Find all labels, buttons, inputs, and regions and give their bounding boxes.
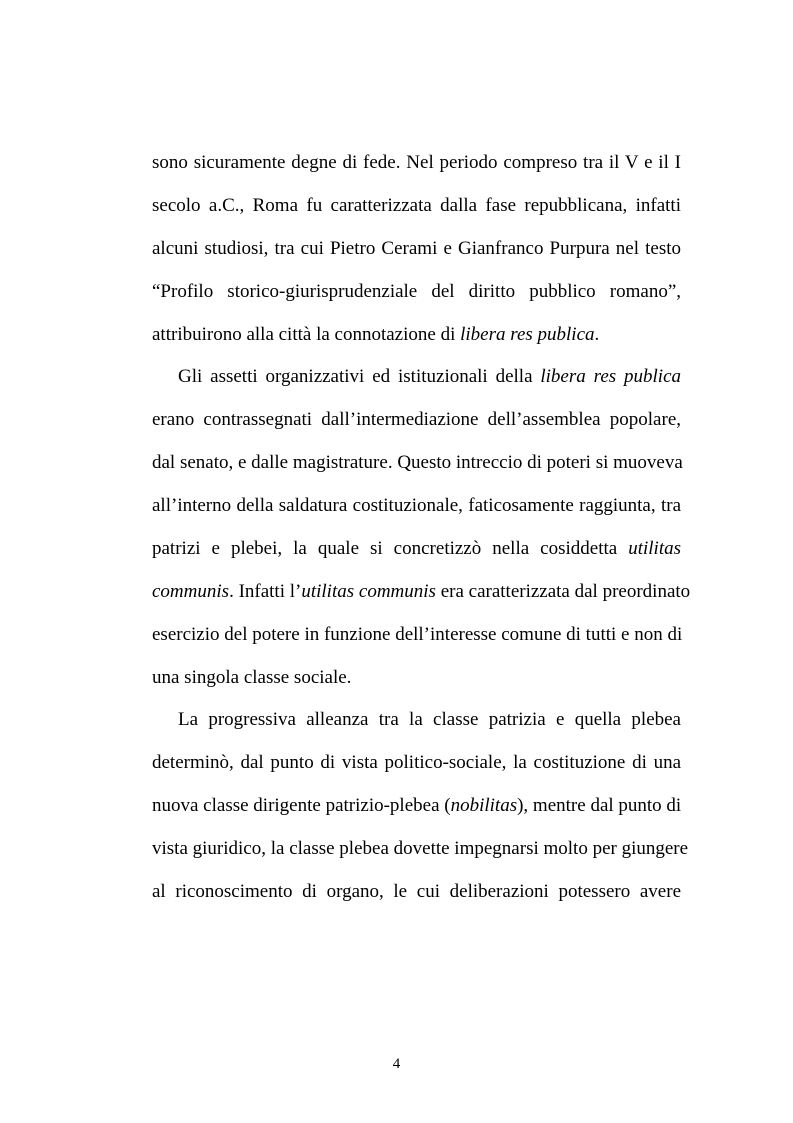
italic-text: utilitas communis xyxy=(301,581,436,602)
text-line xyxy=(152,750,681,793)
text-line xyxy=(152,836,689,879)
text-line xyxy=(152,579,691,622)
italic-text: utilitas xyxy=(628,538,681,559)
text-line xyxy=(152,450,681,493)
text-segment: attribuirono alla città la connotazione di xyxy=(152,324,461,345)
text-line xyxy=(152,364,681,407)
text-segment: una singola classe sociale. xyxy=(152,667,352,688)
text-line xyxy=(152,536,681,579)
text-segment: ), mentre dal punto di xyxy=(517,795,682,816)
text-segment: all’interno della saldatura costituzionale, faticosamente raggiunta, tra xyxy=(152,495,681,516)
text-segment: Gli assetti organizzativi ed istituzionali della xyxy=(178,366,541,387)
text-line xyxy=(152,493,681,536)
text-segment: La progressiva alleanza tra la classe patrizia e quella plebea xyxy=(178,709,681,730)
text-segment: al riconoscimento di organo, le cui deliberazioni potessero avere xyxy=(152,881,681,902)
text-segment: patrizi e plebei, la quale si concretizzò nella cosiddetta xyxy=(152,538,629,559)
text-segment: vista giuridico, la classe plebea dovette impegnarsi molto per giungere xyxy=(152,838,689,859)
text-segment: determinò, dal punto di vista politico-sociale, la costituzione di una xyxy=(152,752,681,773)
text-line xyxy=(152,622,681,665)
text-segment: . xyxy=(594,324,600,345)
text-segment: alcuni studiosi, tra cui Pietro Cerami e Gianfranco Purpura nel testo xyxy=(152,238,681,259)
text-segment: “Profilo storico-giurisprudenziale del diritto pubblico romano”, xyxy=(152,281,681,302)
text-line xyxy=(152,665,681,707)
italic-text: libera res publica xyxy=(460,324,595,345)
italic-text: communis xyxy=(152,581,230,602)
text-segment: sono sicuramente degne di fede. Nel periodo compreso tra il V e il I xyxy=(152,152,681,173)
page-number: 4 xyxy=(392,1056,401,1072)
text-line xyxy=(152,279,681,322)
text-segment: secolo a.C., Roma fu caratterizzata dalla fase repubblicana, infatti xyxy=(152,195,681,216)
text-line xyxy=(152,793,681,836)
text-line xyxy=(152,407,681,450)
text-segment: erano contrassegnati dall’intermediazione dell’assemblea popolare, xyxy=(152,409,681,430)
text-segment: era caratterizzata dal preordinato xyxy=(435,581,691,602)
text-segment: dal senato, e dalle magistrature. Questo intreccio di poteri si muoveva xyxy=(152,452,683,473)
text-segment: nuova classe dirigente patrizio-plebea ( xyxy=(152,795,451,816)
text-line xyxy=(152,322,681,364)
body-text xyxy=(152,150,691,922)
italic-text: nobilitas xyxy=(450,795,518,816)
text-line xyxy=(152,879,681,922)
text-line xyxy=(152,150,681,193)
text-line xyxy=(152,707,681,750)
text-segment: . Infatti l’ xyxy=(229,581,302,602)
text-line xyxy=(152,236,681,279)
text-line xyxy=(152,193,681,236)
italic-text: libera res publica xyxy=(540,366,681,387)
text-segment: esercizio del potere in funzione dell’interesse comune di tutti e non di xyxy=(152,624,683,645)
